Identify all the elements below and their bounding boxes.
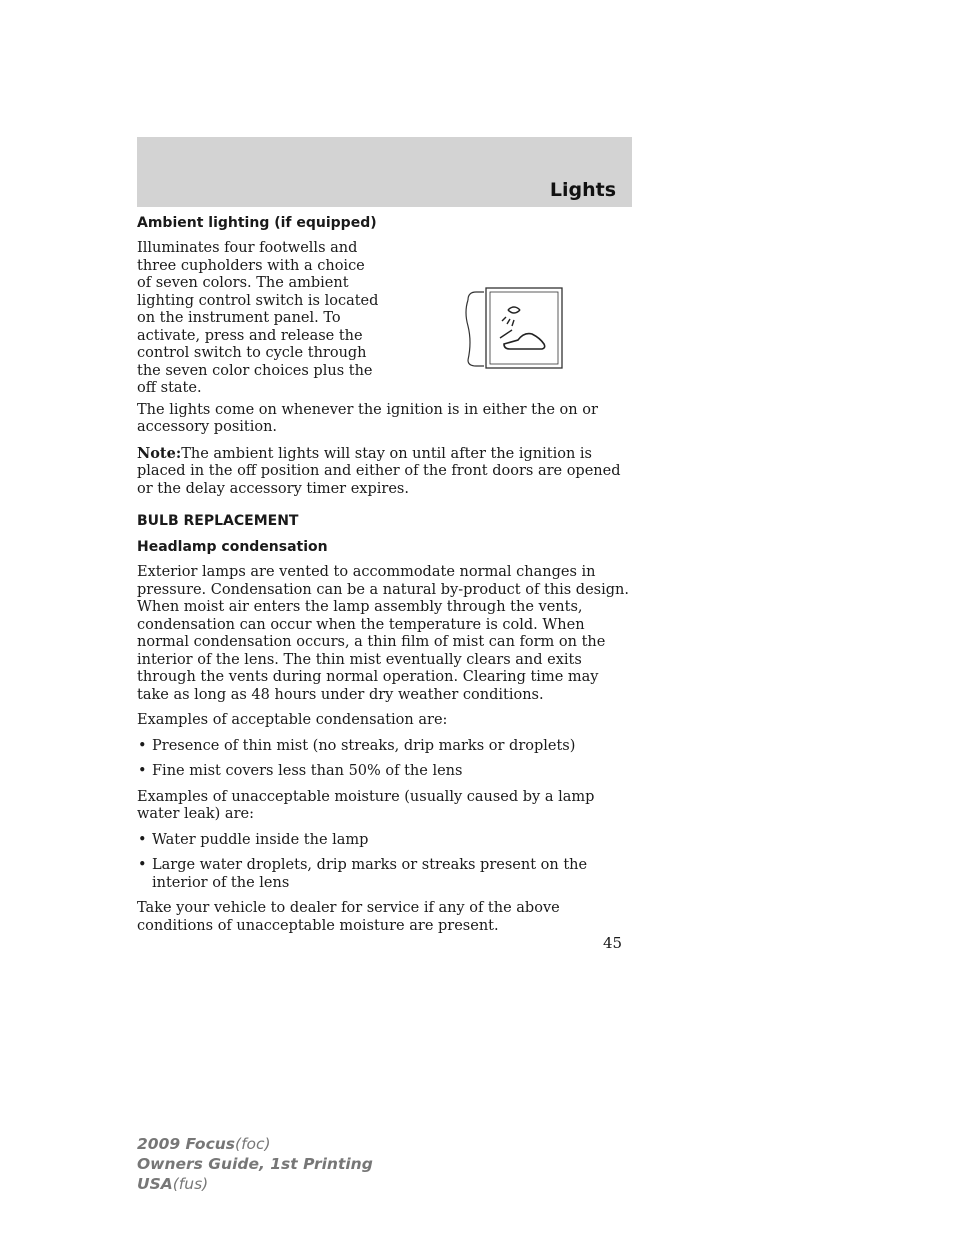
footer-model-code: (foc): [235, 1135, 271, 1153]
list-item: • Water puddle inside the lamp: [138, 831, 369, 848]
unacceptable-intro: Examples of unacceptable moisture (usually caused by a lamp water leak) are:: [137, 788, 595, 822]
footer-region-code: (fus): [172, 1175, 209, 1193]
acceptable-list: [137, 738, 632, 781]
ambient-intro-row: [137, 240, 632, 402]
note-label: Note:: [137, 444, 182, 462]
page-content: [137, 214, 632, 943]
ambient-ignition-paragraph: The lights come on whenever the ignition is in either the on or accessory position.: [137, 401, 598, 435]
section-header-band: [137, 137, 632, 207]
note-text: The ambient lights will stay on until after the ignition is placed in the off position and either of the front doors are opened or the delay accessory timer expires.: [137, 445, 621, 497]
headlamp-condensation-heading: Headlamp condensation: [137, 539, 328, 555]
document-footer: [137, 1134, 373, 1194]
closing-paragraph: Take your vehicle to dealer for service if any of the above conditions of unacceptable moisture are present.: [137, 900, 560, 934]
bulb-replacement-heading: BULB REPLACEMENT: [137, 513, 299, 529]
list-item: • Large water droplets, drip marks or streaks present on the interior of the lens: [138, 857, 588, 891]
list-item: • Presence of thin mist (no streaks, drip marks or droplets): [138, 737, 576, 754]
ambient-lighting-switch-icon: [462, 286, 572, 372]
section-title: Lights: [549, 179, 616, 201]
footer-guide: Owners Guide, 1st Printing: [137, 1155, 373, 1173]
ambient-note-paragraph: [137, 445, 632, 499]
ambient-intro-paragraph: Illuminates four footwells and three cupholders with a choice of seven colors. The ambient lighting control switch is located on the instrument panel. To activate, press and release the control switch to cycle through the seven color choices plus the off state.: [137, 240, 379, 396]
acceptable-intro: Examples of acceptable condensation are:: [137, 712, 448, 728]
condensation-paragraph: Exterior lamps are vented to accommodate normal changes in pressure. Condensation can be a natural by-product of this design. When moist air enters the lamp assembly through the vents, condensation can occur when the temperature is cold. When normal condensation occurs, a thin film of mist can form on the interior of the lens. The thin mist eventually clears and exits through the vents during normal operation. Clearing time may take as long as 48 hours under dry weather conditions.: [137, 564, 629, 703]
footer-region: USA: [137, 1175, 173, 1193]
unacceptable-list: [137, 832, 632, 893]
list-item: • Fine mist covers less than 50% of the lens: [138, 763, 463, 779]
footer-model: 2009 Focus: [137, 1135, 236, 1153]
ambient-lighting-heading: Ambient lighting (if equipped): [137, 215, 377, 231]
page-number: 45: [603, 934, 623, 952]
